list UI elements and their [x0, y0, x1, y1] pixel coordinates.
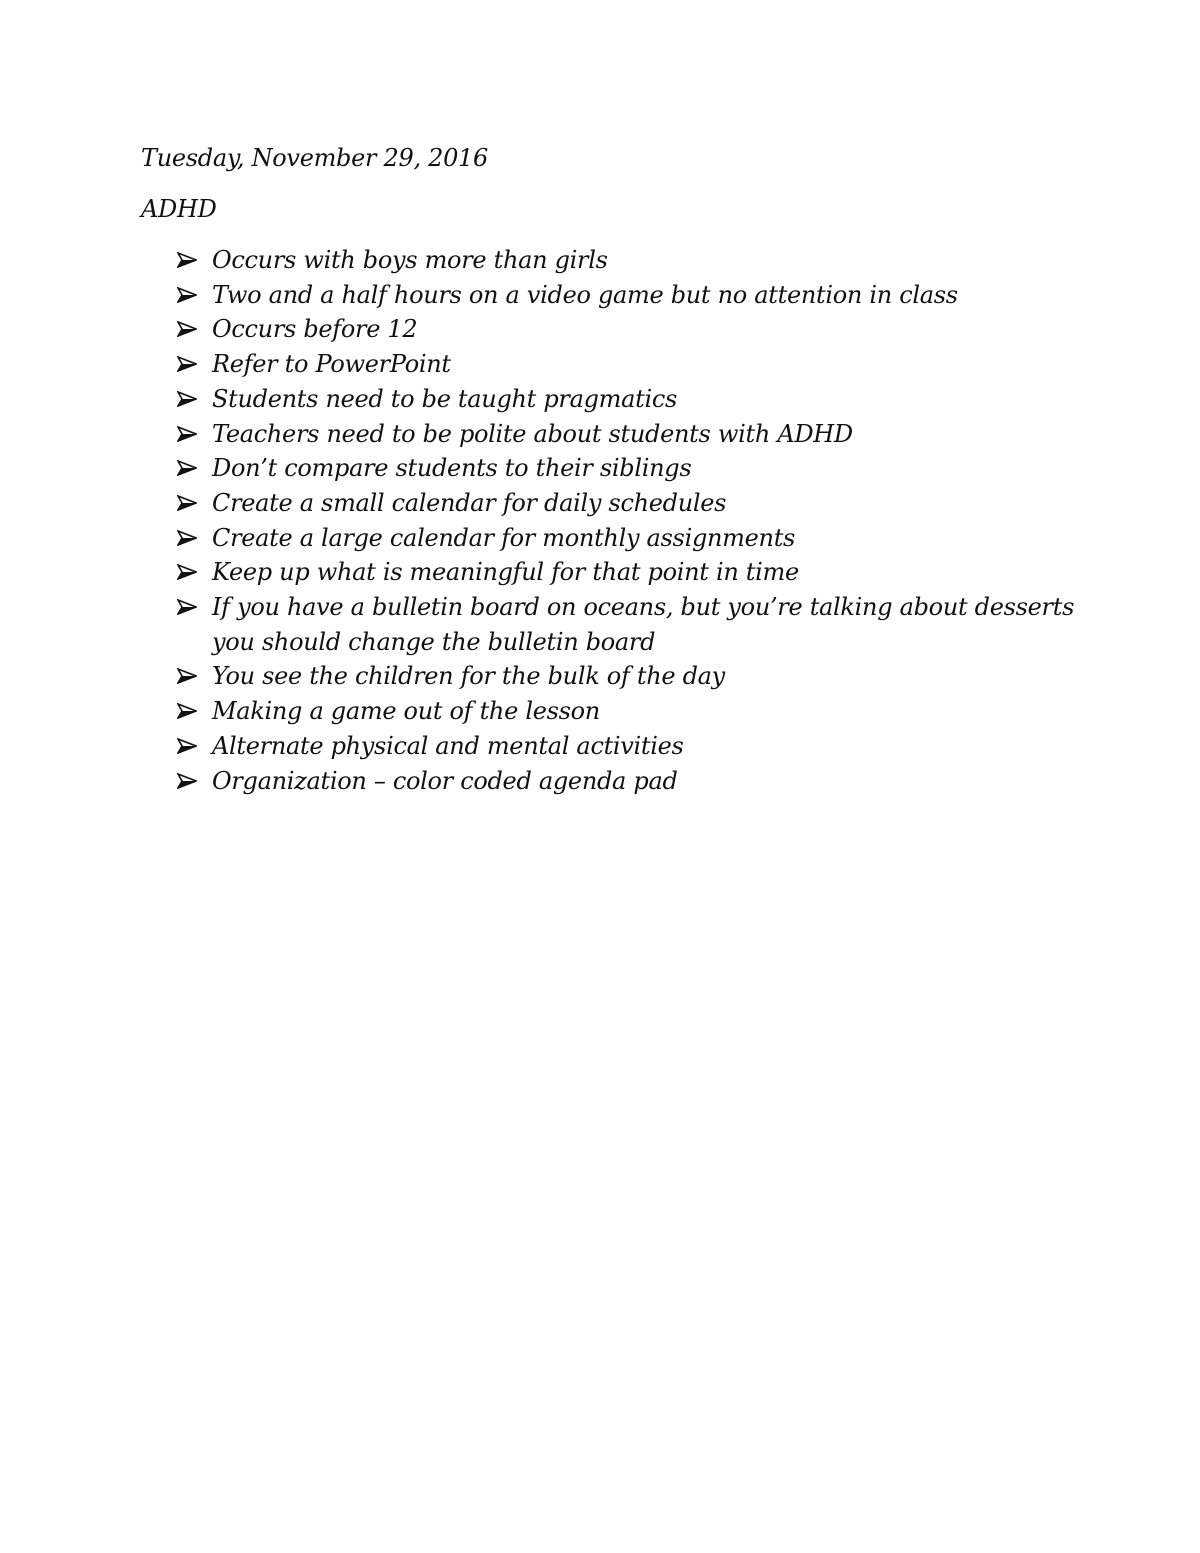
arrowhead-bullet-icon [177, 495, 197, 511]
arrowhead-bullet-icon [177, 703, 197, 719]
list-item [175, 312, 1075, 347]
arrowhead-bullet-icon [177, 599, 197, 615]
list-item [175, 278, 1075, 313]
arrowhead-bullet-icon [177, 252, 197, 268]
list-item [175, 243, 1075, 278]
list-item-text: Teachers need to be polite about students with ADHD [212, 419, 853, 448]
list-item-text: Keep up what is meaningful for that point in time [212, 558, 799, 587]
arrowhead-bullet-icon [177, 287, 197, 303]
list-item [175, 729, 1075, 764]
list-item-text: you should change the bulletin board [212, 627, 656, 656]
note-heading: ADHD [141, 195, 217, 223]
list-item-text: Organization – color coded agenda pad [212, 766, 678, 795]
list-item [175, 659, 1075, 694]
list-item [175, 382, 1075, 417]
list-item-text: You see the children for the bulk of the day [212, 662, 725, 691]
list-item-text: Don’t compare students to their siblings [212, 454, 692, 483]
note-date: Tuesday, November 29, 2016 [141, 144, 488, 172]
list-item [175, 764, 1075, 799]
list-item [175, 590, 1075, 659]
list-item [175, 555, 1075, 590]
list-item-text: Create a large calendar for monthly assignments [212, 523, 796, 552]
arrowhead-bullet-icon [177, 773, 197, 789]
arrowhead-bullet-icon [177, 668, 197, 684]
list-item-text: Making a game out of the lesson [212, 697, 600, 726]
arrowhead-bullet-icon [177, 564, 197, 580]
list-item [175, 521, 1075, 556]
list-item-text: Two and a half hours on a video game but no attention in class [212, 280, 958, 309]
list-item-text: Students need to be taught pragmatics [212, 384, 677, 413]
list-item-text: Alternate physical and mental activities [212, 731, 684, 760]
list-item [175, 486, 1075, 521]
arrowhead-bullet-icon [177, 426, 197, 442]
arrowhead-bullet-icon [177, 356, 197, 372]
list-item [175, 694, 1075, 729]
arrowhead-bullet-icon [177, 460, 197, 476]
list-item-text: Occurs before 12 [212, 315, 418, 344]
list-item [175, 451, 1075, 486]
list-item [175, 417, 1075, 452]
arrowhead-bullet-icon [177, 391, 197, 407]
arrowhead-bullet-icon [177, 738, 197, 754]
list-item-text: Occurs with boys more than girls [212, 246, 608, 274]
list-item-text: Refer to PowerPoint [212, 350, 451, 379]
arrowhead-bullet-icon [177, 530, 197, 546]
list-item-text: If you have a bulletin board on oceans, but you’re talking about desserts [212, 593, 1075, 622]
arrowhead-bullet-icon [177, 321, 197, 337]
list-item [175, 347, 1075, 382]
list-item-text: Create a small calendar for daily schedules [212, 488, 727, 517]
bullet-list [175, 243, 1075, 798]
